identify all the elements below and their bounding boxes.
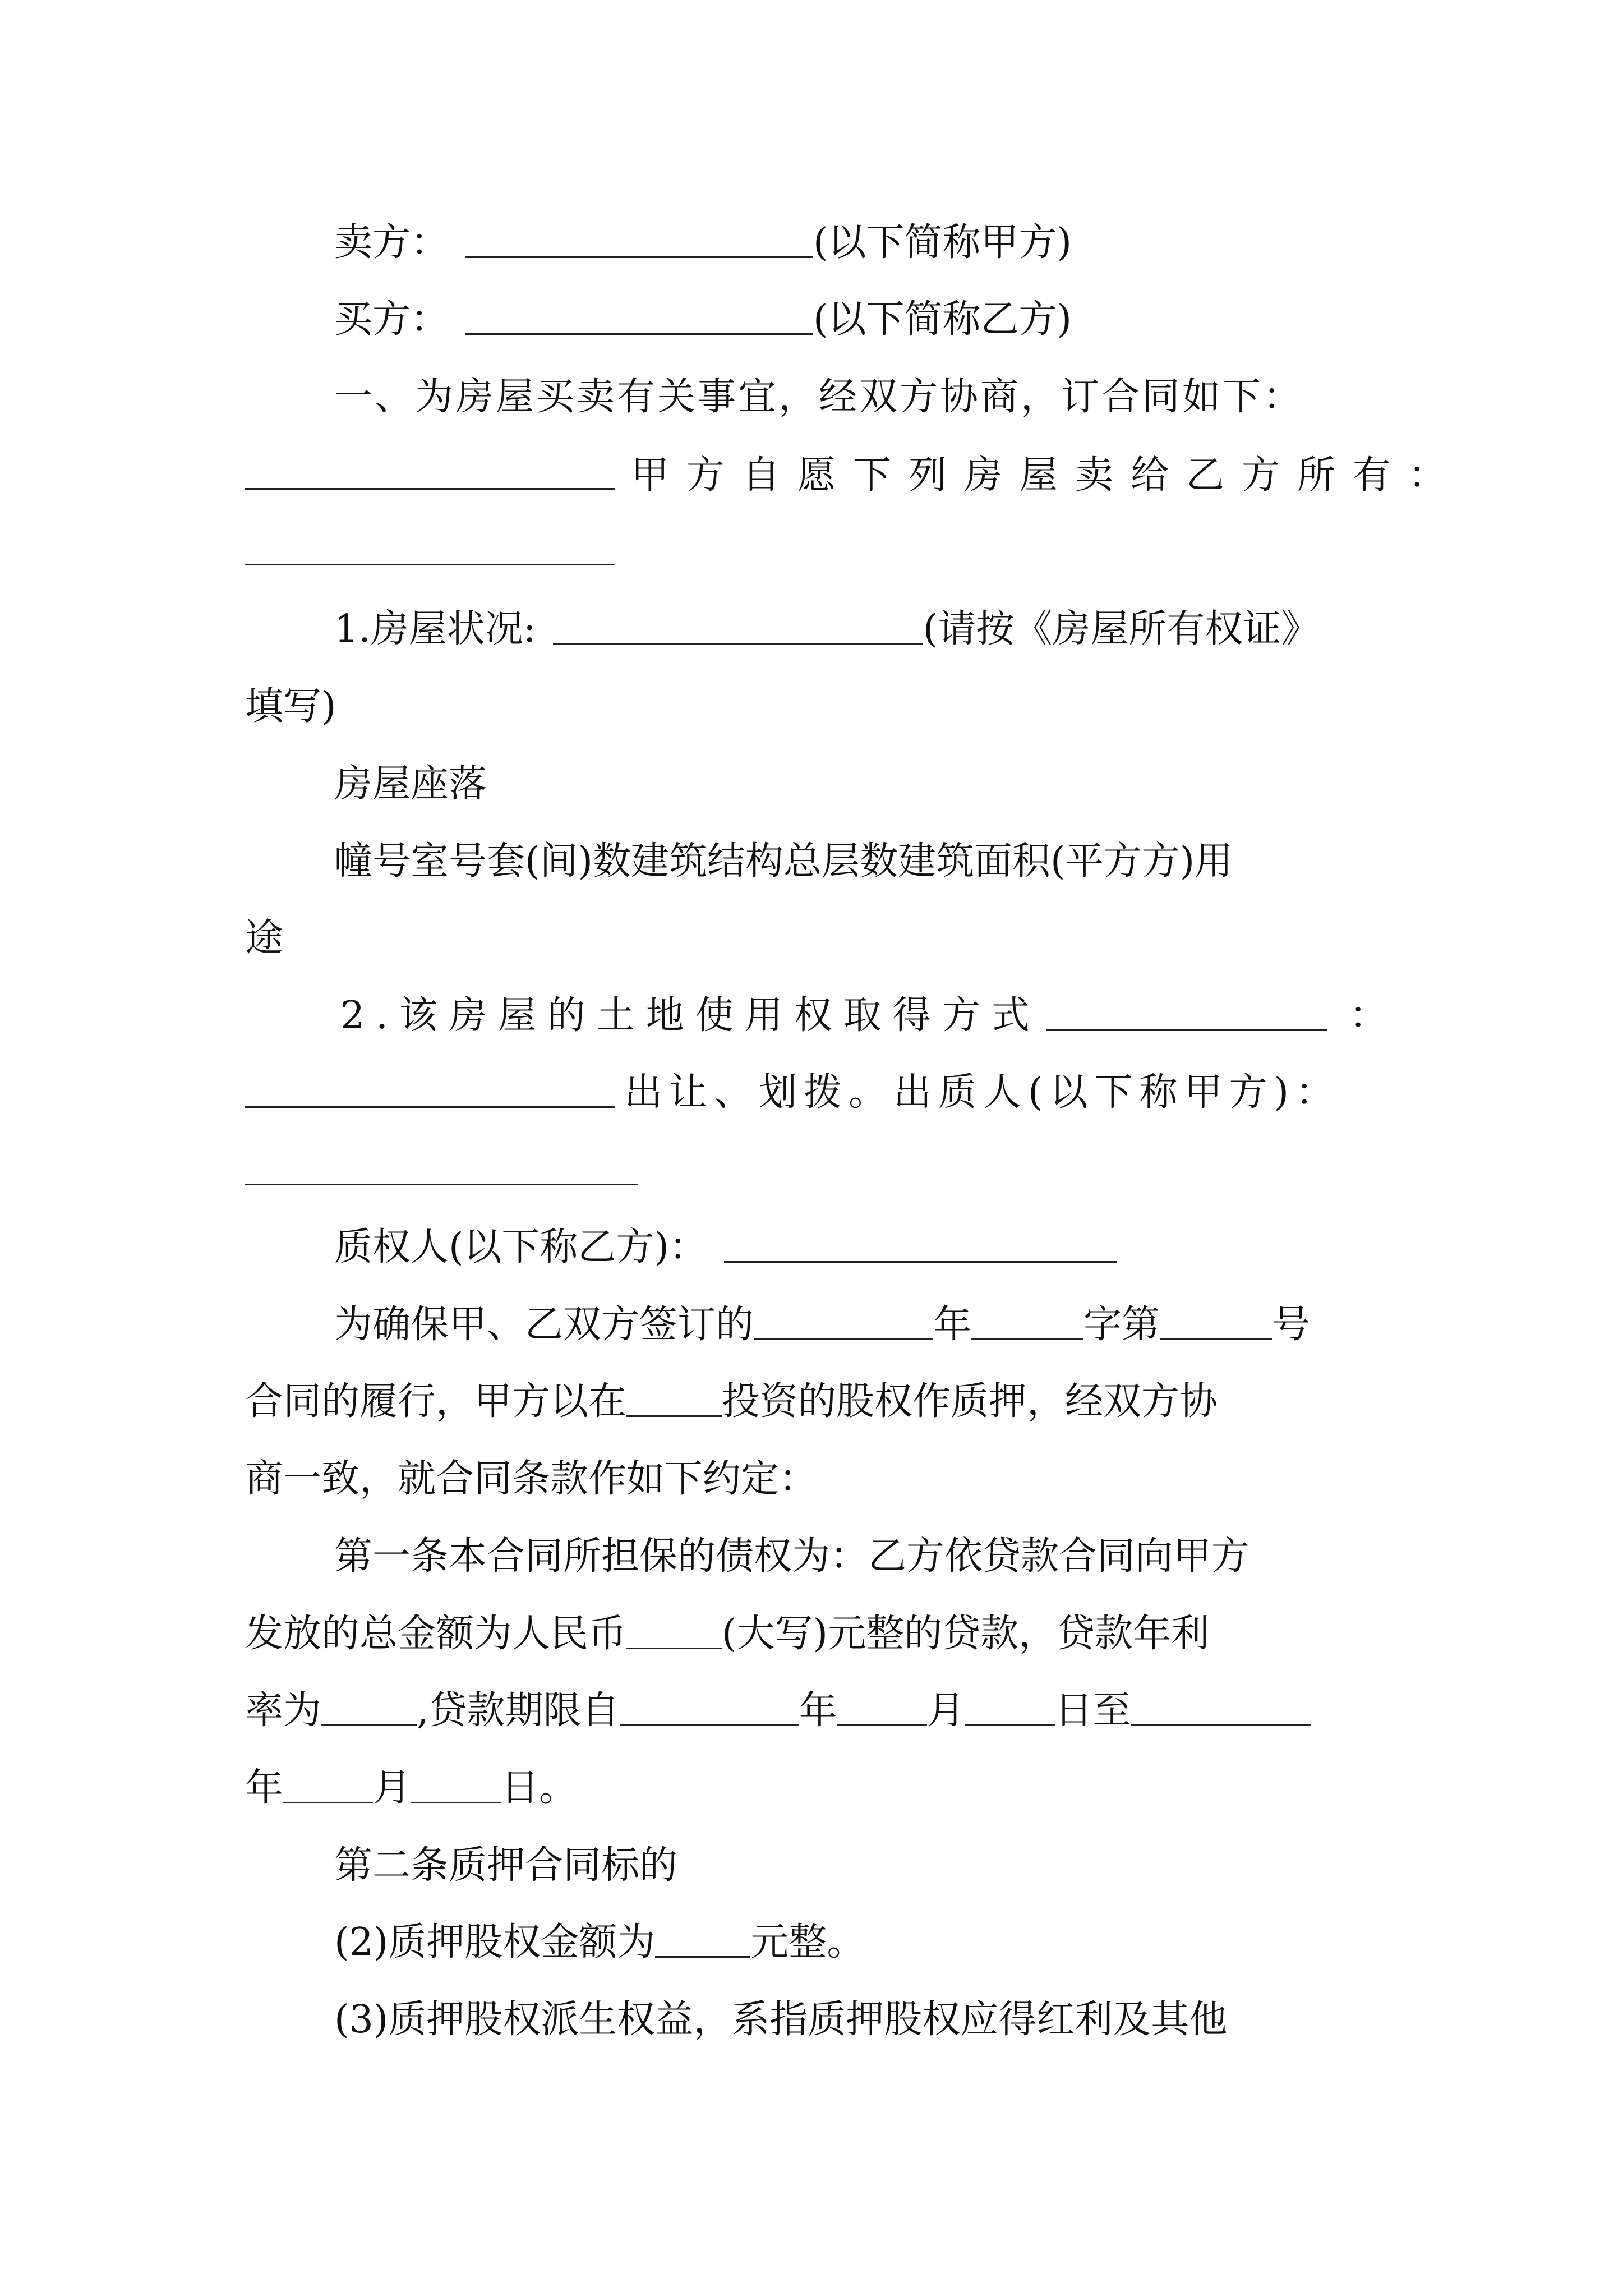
art1-c4: 月 <box>926 1688 965 1733</box>
item2-label: 2.该房屋的土地使用权取得方式 <box>340 993 1041 1038</box>
art1-d3: 日。 <box>501 1766 578 1810</box>
buyer-suffix: (以下简称乙方) <box>813 297 1072 342</box>
ensure-blank-no <box>1160 1297 1272 1340</box>
perform-blank <box>626 1374 722 1417</box>
table-head-text: 幢号室号套(间)数建筑结构总层数建筑面积(平方方)用 <box>334 839 1233 884</box>
art1-rate-blank <box>321 1683 417 1726</box>
art1-end-day-blank <box>411 1760 501 1803</box>
item2-blank <box>1046 988 1327 1031</box>
art1-c5: 日至 <box>1054 1688 1131 1733</box>
art2-line <box>334 1838 677 1894</box>
art1-line-b <box>245 1606 1209 1662</box>
intro-text: 一、为房屋买卖有关事宜，经双方协商，订合同如下： <box>334 375 1304 419</box>
item1-suffix: (请按《房屋所有权证》 <box>923 607 1320 651</box>
intro-blank-2 <box>245 564 615 565</box>
art1-a: 第一条本合同所担保的债权为：乙方依贷款合同向甲方 <box>334 1534 1250 1579</box>
intro-line <box>334 369 1303 425</box>
art1-start-month-blank <box>837 1683 927 1726</box>
intro-blank <box>245 488 615 490</box>
art1-start-year-blank <box>620 1683 799 1726</box>
ensure-line <box>334 1297 1310 1353</box>
art1-c2: ,贷款期限自 <box>417 1688 620 1733</box>
buyer-label: 买方： <box>334 297 449 342</box>
perform-line <box>245 1374 1218 1430</box>
art1-d1: 年 <box>245 1766 284 1810</box>
pledgee-line <box>334 1220 1117 1276</box>
seller-label: 卖方： <box>334 220 449 265</box>
art1-end-month-blank <box>283 1760 373 1803</box>
art1-start-day-blank <box>965 1683 1055 1726</box>
perform-b: 投资的股权作质押，经双方协 <box>722 1379 1218 1424</box>
item1-cont-line <box>245 679 336 735</box>
art1-line-a <box>334 1529 1249 1585</box>
item2-cont-text: 出让、划拨。出质人(以下称甲方)： <box>624 1070 1341 1115</box>
seller-suffix: (以下简称甲方) <box>813 220 1072 265</box>
item2-blank-2 <box>245 1106 615 1108</box>
art1-end-year-blank <box>1131 1683 1311 1726</box>
item1-line <box>334 601 1319 657</box>
art2-2b: 元整。 <box>750 1920 865 1964</box>
ensure-d: 号 <box>1272 1303 1311 1347</box>
seller-line <box>334 215 1072 271</box>
item2-cont-line <box>624 1065 1340 1121</box>
ensure-a: 为确保甲、乙双方签订的 <box>334 1303 754 1347</box>
art2-3-text: (3)质押股权派生权益，系指质押股权应得红利及其他 <box>334 1998 1228 2042</box>
pledgee-text: 质权人(以下称乙方)： <box>334 1225 708 1269</box>
ensure-blank-word <box>971 1297 1083 1340</box>
pledgor-blank <box>245 1184 638 1185</box>
ensure-blank-year <box>754 1297 933 1340</box>
art2-2a: (2)质押股权金额为 <box>334 1920 656 1964</box>
location-line <box>334 756 487 812</box>
ensure-c: 字第 <box>1083 1303 1160 1347</box>
intro-cont-line <box>631 448 1464 504</box>
intro-cont-text: 甲方自愿下列房屋卖给乙方所有： <box>631 453 1464 498</box>
art2-amount-blank <box>655 1915 750 1958</box>
art1-d2: 月 <box>373 1766 412 1810</box>
art1-b2: (大写)元整的贷款，贷款年利 <box>722 1612 1210 1656</box>
art2-2-line <box>334 1915 865 1971</box>
table-head-cont-line <box>245 910 283 967</box>
art1-amount-blank <box>626 1606 722 1649</box>
buyer-line <box>334 292 1072 348</box>
item1-blank <box>553 601 923 645</box>
item2-line <box>340 988 1399 1044</box>
art1-line-c <box>245 1683 1311 1739</box>
buyer-blank <box>465 292 813 335</box>
art2-3-line <box>334 1992 1227 2048</box>
location-text: 房屋座落 <box>334 762 487 806</box>
perform-a: 合同的履行，甲方以在 <box>245 1379 627 1424</box>
item1-cont-text: 填写) <box>245 684 336 729</box>
table-head-line <box>334 834 1233 890</box>
art1-line-d <box>245 1760 577 1816</box>
art1-c1: 率为 <box>245 1688 322 1733</box>
art2-text: 第二条质押合同标的 <box>334 1843 678 1888</box>
art1-c3: 年 <box>799 1688 837 1733</box>
pledgee-blank <box>724 1220 1117 1263</box>
item2-colon: ： <box>1349 993 1399 1038</box>
agree-text: 商一致，就合同条款作如下约定： <box>245 1457 818 1501</box>
agree-line <box>245 1451 817 1507</box>
ensure-b: 年 <box>933 1303 972 1347</box>
art1-b1: 发放的总金额为人民币 <box>245 1612 627 1656</box>
seller-blank <box>465 215 813 258</box>
item1-label: 1.房屋状况: <box>334 607 536 651</box>
table-head-cont-text: 途 <box>245 916 284 960</box>
